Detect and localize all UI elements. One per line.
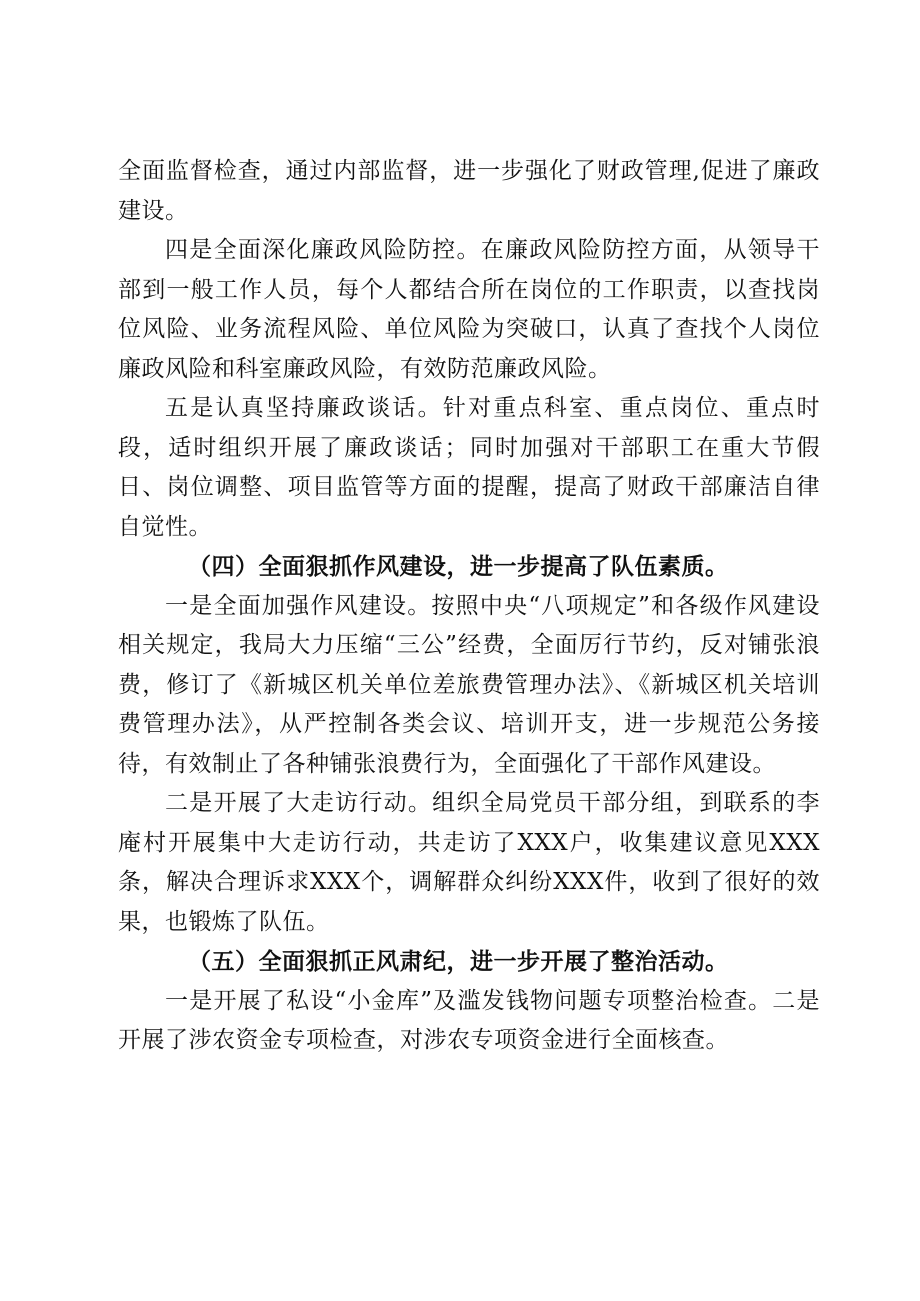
paragraph-visits: 二是开展了大走访行动。组织全局党员干部分组，到联系的李庵村开展集中大走访行动，共走访了XXX户，收集建议意见XXX条，解决合理诉求XXX个，调解群众纠纷XXX件，收到了很好的效果，也锻炼了队伍。 bbox=[118, 790, 820, 935]
paragraph-integrity-talks: 五是认真坚持廉政谈话。针对重点科室、重点岗位、重点时段，适时组织开展了廉政谈话；同时加强对干部职工在重大节假日、岗位调整、项目监管等方面的提醒，提高了财政干部廉洁自律自觉性。 bbox=[118, 395, 820, 540]
paragraph-rectification: 一是开展了私设“小金库”及滥发钱物问题专项整治检查。二是开展了涉农资金专项检查，对涉农专项资金进行全面核查。 bbox=[118, 987, 820, 1053]
section-heading-5: （五）全面狠抓正风肃纪，进一步开展了整治活动。 bbox=[188, 948, 729, 975]
paragraph-risk-control: 四是全面深化廉政风险防控。在廉政风险防控方面，从领导干部到一般工作人员，每个人都结合所在岗位的工作职责，以查找岗位风险、业务流程风险、单位风险为突破口，认真了查找个人岗位廉政风险和科室廉政风险，有效防范廉政风险。 bbox=[118, 237, 820, 382]
document-body bbox=[118, 152, 820, 1061]
paragraph-work-style: 一是全面加强作风建设。按照中央“八项规定”和各级作风建设相关规定，我局大力压缩“三公”经费，全面厉行节约，反对铺张浪费，修订了《新城区机关单位差旅费管理办法》、《新城区机关培训费管理办法》，从严控制各类会议、培训开支，进一步规范公务接待，有效制止了各种铺张浪费行为，全面强化了干部作风建设。 bbox=[118, 592, 820, 777]
section-heading-4: （四）全面狠抓作风建设，进一步提高了队伍素质。 bbox=[188, 553, 729, 580]
paragraph-oversight-continuation: 全面监督检查，通过内部监督，进一步强化了财政管理,促进了廉政建设。 bbox=[118, 158, 820, 224]
